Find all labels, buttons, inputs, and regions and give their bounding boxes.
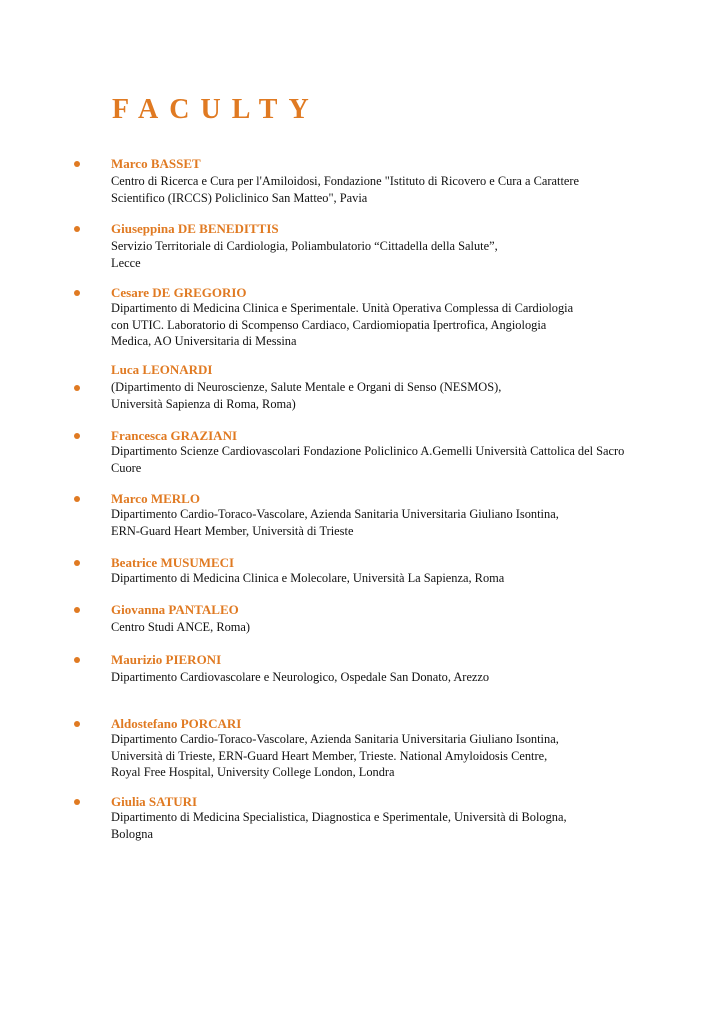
faculty-name: Maurizio PIERONI <box>111 652 222 667</box>
faculty-name: Giovanna PANTALEO <box>111 602 239 617</box>
faculty-name: Luca LEONARDI <box>111 362 213 377</box>
affiliation-line: Bologna <box>111 826 153 841</box>
affiliation-line: Servizio Territoriale di Cardiologia, Poliambulatorio “Cittadella della Salute”, <box>111 239 498 253</box>
affiliation-line: Dipartimento di Medicina Clinica e Molecolare, Università La Sapienza, Roma <box>111 571 505 585</box>
page-title: FACULTY <box>112 94 320 125</box>
affiliation-line: Dipartimento Cardio-Toraco-Vascolare, Azienda Sanitaria Universitaria Giuliano Isontina, <box>111 507 559 521</box>
affiliation-line: Università di Trieste, ERN-Guard Heart Member, Trieste. National Amyloidosis Centre, <box>111 748 548 763</box>
affiliation-line: Royal Free Hospital, University College London, Londra <box>111 765 395 779</box>
faculty-name: Francesca GRAZIANI <box>111 428 238 443</box>
faculty-name: Giuseppina DE BENEDITTIS <box>111 221 279 236</box>
bullet-icon <box>74 721 80 727</box>
affiliation-line: Dipartimento Scienze Cardiovascolari Fondazione Policlinico A.Gemelli Università Cattolica del Sacro <box>111 444 625 458</box>
faculty-name: Giulia SATURI <box>111 794 198 809</box>
affiliation-line: Cuore <box>111 460 142 475</box>
affiliation-line: Centro di Ricerca e Cura per l'Amiloidosi, Fondazione "Istituto di Ricovero e Cura a Carattere <box>111 174 580 188</box>
affiliation-line: Scientifico (IRCCS) Policlinico San Matteo", Pavia <box>111 190 368 205</box>
faculty-affiliation <box>111 669 489 686</box>
bullet-icon <box>74 657 80 663</box>
faculty-name: Beatrice MUSUMECI <box>111 555 235 570</box>
affiliation-line: Centro Studi ANCE, Roma) <box>111 620 251 634</box>
bullet-icon <box>74 607 80 613</box>
faculty-name: Cesare DE GREGORIO <box>111 285 247 300</box>
bullet-icon <box>74 226 80 232</box>
faculty-affiliation <box>111 173 579 206</box>
bullet-icon <box>74 385 80 391</box>
faculty-affiliation <box>111 570 504 587</box>
affiliation-line: Lecce <box>111 255 141 270</box>
bullet-icon <box>74 496 80 502</box>
affiliation-line: ERN-Guard Heart Member, Università di Trieste <box>111 523 354 538</box>
affiliation-line: con UTIC. Laboratorio di Scompenso Cardiaco, Cardiomiopatia Ipertrofica, Angiologia <box>111 317 547 332</box>
bullet-icon <box>74 560 80 566</box>
bullet-icon <box>74 799 80 805</box>
affiliation-line: Medica, AO Universitaria di Messina <box>111 334 297 348</box>
affiliation-line: Dipartimento Cardio-Toraco-Vascolare, Azienda Sanitaria Universitaria Giuliano Isontina, <box>111 732 559 746</box>
faculty-affiliation <box>111 379 501 412</box>
faculty-affiliation <box>111 238 498 271</box>
faculty-affiliation <box>111 506 559 539</box>
affiliation-line: Dipartimento di Medicina Specialistica, Diagnostica e Sperimentale, Università di Bologna, <box>111 810 567 824</box>
bullet-icon <box>74 290 80 296</box>
faculty-name: Marco MERLO <box>111 491 200 506</box>
affiliation-line: Università Sapienza di Roma, Roma) <box>111 396 296 411</box>
faculty-affiliation <box>111 443 624 476</box>
affiliation-line: Dipartimento di Medicina Clinica e Sperimentale. Unità Operativa Complessa di Cardiologia <box>111 301 574 315</box>
faculty-affiliation <box>111 809 567 842</box>
faculty-affiliation <box>111 731 559 781</box>
faculty-name: Marco BASSET <box>111 156 201 171</box>
affiliation-line: Dipartimento Cardiovascolare e Neurologico, Ospedale San Donato, Arezzo <box>111 670 490 684</box>
faculty-affiliation <box>111 300 573 350</box>
faculty-name: Aldostefano PORCARI <box>111 716 242 731</box>
bullet-icon <box>74 161 80 167</box>
bullet-icon <box>74 433 80 439</box>
faculty-affiliation <box>111 619 250 636</box>
affiliation-line: (Dipartimento di Neuroscienze, Salute Mentale e Organi di Senso (NESMOS), <box>111 380 502 394</box>
